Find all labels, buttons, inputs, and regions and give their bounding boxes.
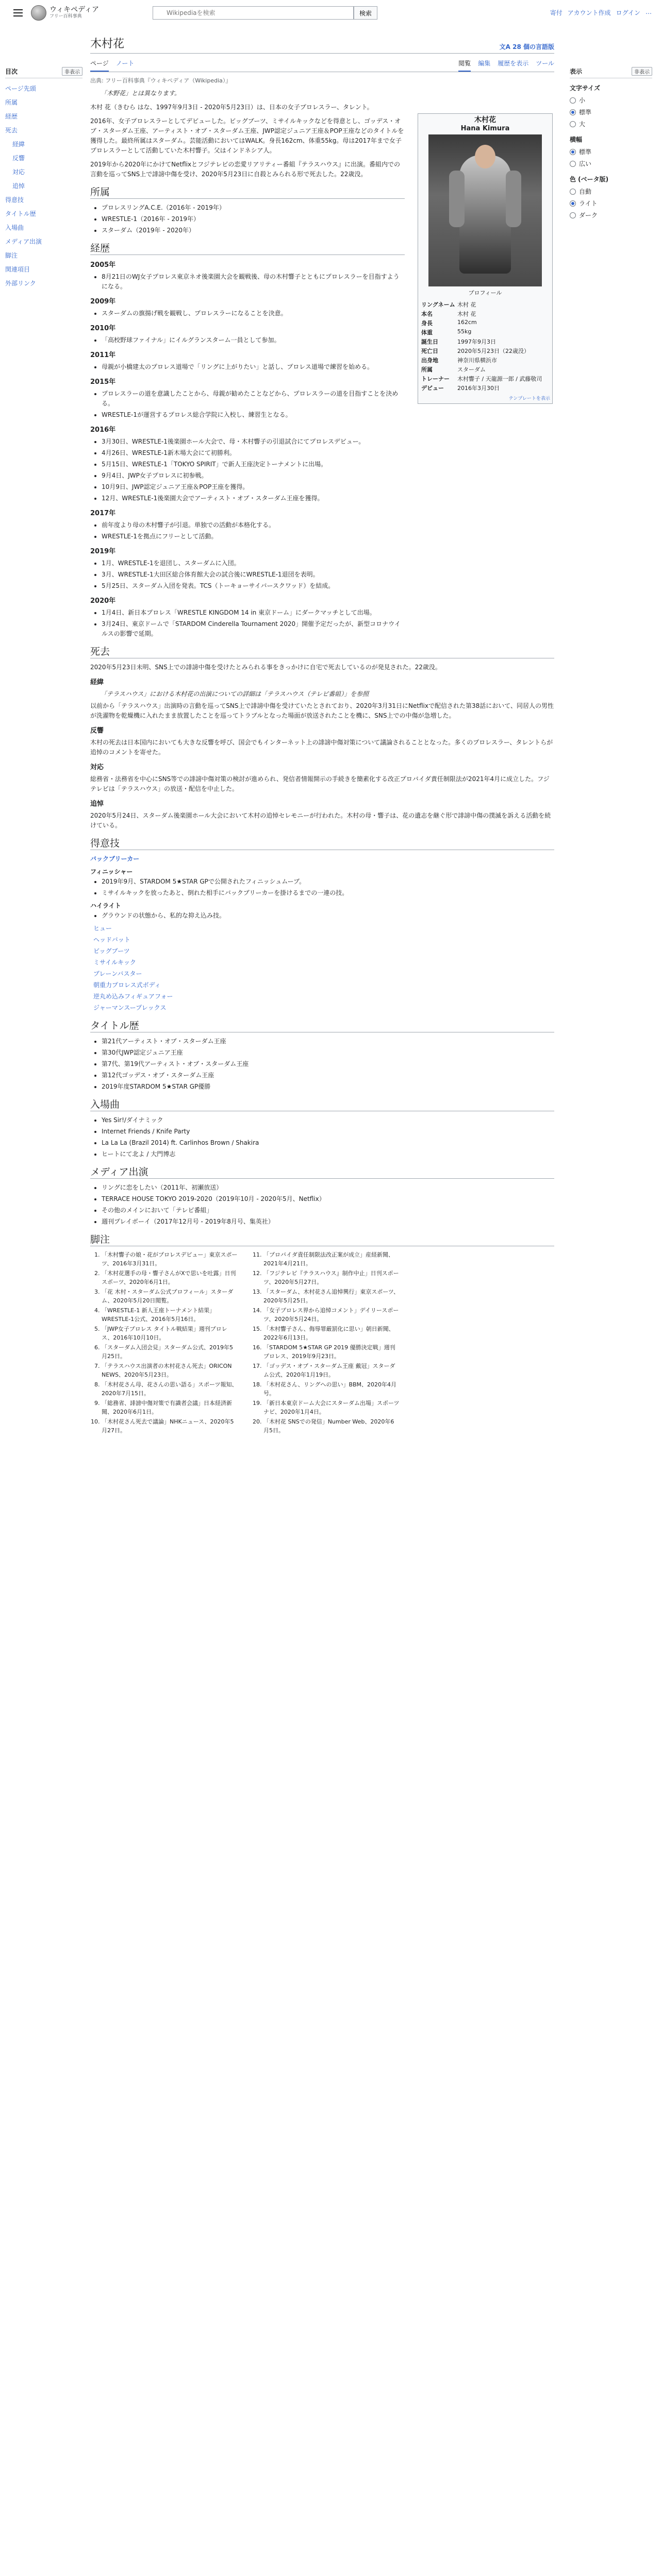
list-item: • 10月9日、JWP認定ジュニア王座＆POP王座を獲得。	[102, 482, 405, 492]
lead-section	[90, 103, 405, 179]
move-item[interactable]: ヘッドバット	[93, 936, 130, 943]
logo-text	[49, 6, 99, 19]
infobox-name-en: Hana Kimura	[460, 125, 510, 132]
list-item: 3. 「花 木村・スターダム公式プロフィール」スターダム、2020年5月20日閲覧。	[102, 1287, 238, 1305]
references	[90, 1250, 554, 1436]
infobox-label: リングネーム	[421, 301, 455, 308]
infobox-value: 1997年9月3日	[457, 338, 496, 345]
subsection-text: 総務省・法務省を中心にSNS等での誹謗中傷対策の検討が進められ、発信者情報開示の手続きを簡素化する改正プロバイダ責任制限法が2021年4月に成立した。フジテレビは「テラスハウス」の放送・配信を中止した。	[90, 775, 550, 792]
list-item: • 第7代、第19代アーティスト・オブ・スターダム王座	[102, 1059, 554, 1069]
radio-icon[interactable]	[570, 97, 576, 104]
list-item: 19. 「新日本東京ドーム大会にスターダム出場」スポーツナビ、2020年1月4日。	[263, 1399, 400, 1416]
career-list	[90, 437, 405, 503]
list-item: 14. 「女子プロレス界から追悼コメント」デイリースポーツ、2020年5月24日。	[263, 1306, 400, 1324]
site-subtitle: フリー百科事典	[49, 13, 82, 19]
list-item: 16. 「STARDOM 5★STAR GP 2019 優勝決定戦」週刊プロレス、2019年9月23日。	[263, 1343, 400, 1361]
career-year: 2009年	[90, 298, 116, 306]
list-item: • その他のメインにおいて「テレビ番組」	[102, 1206, 554, 1215]
lead-paragraph: 木村 花（きむら はな、1997年9月3日 - 2020年5月23日）は、日本の女子プロレスラー、タレント。	[90, 104, 373, 111]
infobox-row	[420, 337, 550, 346]
toc-item[interactable]: 死去	[5, 127, 18, 134]
radio-option[interactable]	[570, 197, 652, 209]
infobox-label: 誕生日	[421, 338, 438, 345]
career-year: 2005年	[90, 261, 116, 269]
infobox-row	[420, 309, 550, 318]
color-options	[570, 185, 652, 221]
infobox-row	[420, 346, 550, 355]
death-subsections	[90, 677, 554, 831]
list-item: • リングに恋をしたい（2011年、初瀬放送）	[102, 1183, 554, 1193]
list-item: 13. 「スターダム、木村花さん追悼興行」東京スポーツ、2020年5月25日。	[263, 1287, 400, 1305]
move-item[interactable]: ミサイルキック	[93, 959, 136, 966]
references-column	[90, 1250, 238, 1436]
infobox-label: 本名	[421, 311, 433, 317]
search-button[interactable]: 検索	[354, 6, 377, 20]
radio-icon[interactable]	[570, 212, 576, 218]
list-item: 18. 「木村花さん、リングへの思い」BBM、2020年4月号。	[263, 1380, 400, 1398]
list-item: • 第30代JWP認定ジュニア王座	[102, 1048, 554, 1058]
list-item: 6. 「スターダム入団会見」スターダム公式、2019年5月25日。	[102, 1343, 238, 1361]
photo-head	[475, 145, 495, 168]
radio-label: 標準	[579, 148, 592, 156]
tab-1[interactable]: ノート	[115, 60, 135, 67]
list-item: • 1月4日、新日本プロレス「WRESTLE KINGDOM 14 in 東京ドーム」にダークマッチとして出場。	[102, 608, 405, 618]
photo-arm	[449, 171, 465, 227]
main-content	[90, 26, 554, 1436]
radio-icon[interactable]	[570, 189, 576, 195]
list-item: • 前年度より母の木村響子が引退。単独での活動が本格化する。	[102, 520, 405, 530]
moves-list	[90, 924, 554, 1013]
infobox-label: トレーナー	[421, 376, 450, 382]
wikipedia-globe-icon	[31, 5, 46, 21]
infobox-value: 神奈川県横浜市	[457, 357, 497, 364]
site-name: ウィキペディア	[49, 6, 100, 14]
user-link[interactable]: ログイン	[616, 9, 640, 16]
titles-list	[90, 1037, 554, 1092]
tab-right-0[interactable]: 閲覧	[458, 56, 471, 72]
radio-label: ライト	[579, 200, 598, 207]
site-header	[0, 0, 662, 26]
list-item: • 3月30日、WRESTLE-1後楽園ホール大会で、母・木村響子の引退試合にてプロレスデビュー。	[102, 437, 405, 447]
radio-option[interactable]	[570, 185, 652, 197]
toc-item[interactable]: 対応	[12, 168, 25, 176]
toc-item[interactable]: メディア出演	[5, 238, 42, 245]
radio-icon[interactable]	[570, 149, 576, 155]
list-item: 12. 「フジテレビ『テラスハウス』制作中止」日刊スポーツ、2020年5月27日。	[263, 1269, 400, 1286]
death-subheading: 対応	[90, 764, 104, 771]
infobox-value: スターダム	[457, 366, 486, 373]
subsection-text: 木村の死去は日本国内においても大きな反響を呼び、国会でもインターネット上の誹謗中傷対策について議論されることとなった。多くのプロレスラー、タレントらが追悼のコメントを寄せた。	[90, 739, 553, 756]
career-year: 2010年	[90, 325, 116, 332]
list-item: • スターダム（2019年 - 2020年）	[102, 226, 405, 235]
notes-section	[90, 1235, 554, 1436]
translate-icon: 文A	[499, 43, 513, 50]
highlight-list	[90, 911, 554, 921]
tabs-left	[90, 56, 134, 72]
list-item: 1. 「木村響子の娘・花がプロレスデビュー」東京スポーツ、2016年3月31日。	[102, 1250, 238, 1268]
table-of-contents	[5, 67, 82, 290]
toc-items	[5, 81, 82, 290]
radio-option[interactable]	[570, 158, 652, 170]
list-item: • 5月15日、WRESTLE-1「TOKYO SPIRIT」で新人王座決定トーナメントに出場。	[102, 460, 405, 469]
photo-figure	[459, 155, 511, 274]
radio-option[interactable]	[570, 94, 652, 106]
toc-header	[5, 67, 82, 78]
list-item: 17. 「ゴッデス・オブ・スターダム王座 戴冠」スターダム公式、2020年1月19日。	[263, 1362, 400, 1379]
career-list	[90, 335, 405, 345]
moves-section	[90, 839, 554, 1013]
toc-item[interactable]: ページ先頭	[5, 85, 36, 92]
radio-label: 広い	[579, 160, 592, 167]
toc-item[interactable]: 追悼	[12, 182, 25, 190]
infobox-value: 2016年3月30日	[457, 385, 500, 392]
media-list	[90, 1183, 554, 1227]
career-list	[90, 520, 405, 541]
radio-icon[interactable]	[570, 161, 576, 167]
appearance-panel	[570, 67, 652, 221]
career-list	[90, 558, 405, 591]
toc-item[interactable]: 反響	[12, 155, 25, 162]
list-item: • La La La (Brazil 2014) ft. Carlinhos Brown / Shakira	[102, 1138, 554, 1148]
finisher-label: フィニッシャー	[90, 868, 133, 875]
infobox-label: 身長	[421, 320, 433, 327]
title-row	[90, 26, 554, 54]
list-item: • 3月、WRESTLE-1大田区総合体育館大会の試合後にWRESTLE-1退団を表明。	[102, 570, 405, 580]
finisher-head[interactable]: バックブリーカー	[90, 855, 140, 862]
infobox-value: 162cm	[457, 319, 477, 326]
list-item: • WRESTLE-1を拠点にフリーとして活動。	[102, 532, 405, 541]
career-list	[90, 362, 405, 372]
move-item[interactable]: 朝重力プロレス式ボディ	[93, 981, 161, 989]
list-item: • 4月26日、WRESTLE-1新木場大会にて初勝利。	[102, 448, 405, 458]
list-item: • 週刊プレイボーイ（2017年12月号 - 2019年8月号、集英社）	[102, 1217, 554, 1227]
death-section	[90, 647, 554, 831]
width-head: 横幅	[570, 136, 583, 143]
move-item[interactable]: ヒュー	[93, 925, 112, 932]
section-heading: メディア出演	[90, 1167, 554, 1179]
themes-section	[90, 1100, 554, 1159]
highlight-head: ハイライト	[90, 902, 121, 909]
list-item: • Internet Friends / Knife Party	[102, 1127, 554, 1137]
list-item: 9. 「総務省、誹謗中傷対策で有識者会議」日本経済新聞、2020年6月1日。	[102, 1399, 238, 1416]
section-heading: 脚注	[90, 1235, 554, 1246]
infobox-row	[420, 383, 550, 393]
text-size-options	[570, 94, 652, 130]
career-year: 2020年	[90, 597, 116, 605]
career-list	[90, 608, 405, 639]
move-item[interactable]: 逆丸め込みフィギュアフォー	[93, 993, 173, 1000]
list-item: • WRESTLE-1が運営するプロレス総合学院に入校し、練習生となる。	[102, 410, 405, 420]
radio-label: 大	[579, 121, 586, 128]
toc-title: 目次	[5, 68, 18, 75]
list-item: • 8月21日のWJ女子プロレス東京ネオ後楽園大会を観戦後、母の木村響子とともにプロレスラーを目指すようになる。	[102, 272, 405, 292]
radio-option[interactable]	[570, 146, 652, 158]
search-input[interactable]	[153, 6, 354, 20]
list-item: 4. 「WRESTLE-1 新人王座トーナメント結果」WRESTLE-1公式、2016年5月16日。	[102, 1306, 238, 1324]
section-heading: 入場曲	[90, 1100, 554, 1111]
infobox-label: 体重	[421, 329, 433, 336]
infobox-table	[420, 300, 550, 393]
section-heading: 所属	[90, 188, 405, 199]
affiliation-section	[90, 188, 405, 235]
list-item: • プロレスラーの道を意識したことから、母親が勧めたことなどから、プロレスラーの道を目指すことを決める。	[102, 389, 405, 409]
infobox-label: 死亡日	[421, 348, 438, 354]
themes-list	[90, 1115, 554, 1159]
infobox-value: 木村 花	[457, 311, 476, 317]
infobox	[418, 113, 553, 404]
infobox-row	[420, 355, 550, 365]
radio-label: 自動	[579, 188, 592, 195]
career-list	[90, 389, 405, 420]
user-link[interactable]: アカウント作成	[567, 9, 611, 16]
subsection-text: 以前から「テラスハウス」出演時の言動を巡ってSNS上で誹謗中傷を受けていたとされており、2020年3月31日にNetflixで配信された第38話において、同居人の男性が洗濯物を乾燥機に入れたまま放置したことを巡ってトラブルとなった場面が放送されたことを機に、SNS上での中傷が急増した。	[90, 702, 554, 719]
infobox-caption: プロフィール	[468, 290, 502, 296]
width-options	[570, 146, 652, 170]
text-size-head: 文字サイズ	[570, 84, 601, 92]
list-item: • プロレスリングA.C.E.（2016年 - 2019年）	[102, 203, 405, 213]
template-link[interactable]: テンプレートを表示	[508, 396, 550, 401]
language-button[interactable]	[500, 42, 554, 51]
radio-label: ダーク	[579, 212, 598, 219]
infobox-name: 木村花	[474, 116, 496, 124]
career-years	[90, 260, 405, 639]
infobox-row	[420, 318, 550, 328]
career-year: 2015年	[90, 378, 116, 386]
tabs-right	[458, 56, 554, 72]
list-item: • グラウンドの状態から、私的な抑え込み技。	[102, 911, 554, 921]
page-title: 木村花	[90, 38, 125, 50]
appearance-header	[570, 67, 652, 78]
media-section	[90, 1167, 554, 1227]
list-item: • 第21代アーティスト・オブ・スターダム王座	[102, 1037, 554, 1046]
list-item: 8. 「木村花さん母、花さんの思い語る」スポーツ報知、2020年7月15日。	[102, 1380, 238, 1398]
list-item: • ミサイルキックを放ったあと、倒れた相手にバックブリーカーを掛けるまでの一連の技。	[102, 888, 554, 898]
section-heading: 死去	[90, 647, 554, 658]
infobox-value: 木村響子 / 天龍源一郎 / 武藤敬司	[457, 376, 542, 382]
radio-option[interactable]	[570, 118, 652, 130]
photo-arm	[506, 171, 521, 227]
lead-paragraph: 2019年から2020年にかけてNetflixとフジテレビの恋愛リアリティー番組『テラスハウス』に出演。番組内での言動を巡ってSNS上で誹謗中傷を受け、2020年5月23日に自殺とみられる形で死去した。22歳没。	[90, 161, 401, 178]
finisher-list	[90, 877, 554, 898]
lead-paragraph: 2016年、女子プロレスラーとしてデビューした。ビッグブーツ、ミサイルキックなどを得意とし、ゴッデス・オブ・スターダム王座、アーティスト・オブ・スターダム王座、JWP認定ジュニア王座＆POP王座などのタイトルを獲得した。最終所属はスターダム。芸能活動においてはWALK。身長162cm、体重55kg。母は2017年まで女子プロレスラーとして活動していた木村響子。父はインドネシア人。	[90, 117, 404, 154]
list-item: • TERRACE HOUSE TOKYO 2019-2020（2019年10月 - 2020年5月、Netflix）	[102, 1194, 554, 1204]
toc-item[interactable]: 経緯	[12, 141, 25, 148]
radio-option[interactable]	[570, 106, 652, 118]
list-item: • WRESTLE-1（2016年 - 2019年）	[102, 214, 405, 224]
toc-hide-button[interactable]: 非表示	[62, 67, 82, 76]
move-item[interactable]: ブレーンバスター	[93, 970, 142, 977]
radio-icon[interactable]	[570, 200, 576, 207]
death-intro: 2020年5月23日未明、SNS上での誹謗中傷を受けたとみられる事をきっかけに自宅で死去しているのが発見された。22歳没。	[90, 664, 441, 671]
radio-icon[interactable]	[570, 121, 576, 127]
infobox-photo[interactable]	[428, 134, 542, 286]
appearance-title: 表示	[570, 68, 583, 75]
tagline: 出典: フリー百科事典『ウィキペディア（Wikipedia）』	[90, 77, 231, 84]
toc-item[interactable]: 経歴	[5, 113, 18, 120]
color-head: 色 (ベータ版)	[570, 176, 609, 183]
death-subheading: 追悼	[90, 800, 104, 808]
infobox-row	[420, 374, 550, 383]
references-column	[252, 1250, 400, 1436]
section-heading: 得意技	[90, 839, 554, 850]
death-subheading: 経緯	[90, 679, 104, 686]
infobox-label: 所属	[421, 366, 433, 373]
user-links	[550, 8, 652, 17]
subsection-note: 「テラスハウス」における木村花の出演についての詳細は「テラスハウス（テレビ番組）」を参照	[101, 690, 369, 698]
tab-right-1[interactable]: 編集	[478, 60, 491, 67]
infobox-label: 出身地	[421, 357, 438, 364]
career-year: 2017年	[90, 510, 116, 517]
move-item[interactable]: ジャーマンスープレックス	[93, 1004, 167, 1011]
toc-item[interactable]: 入場曲	[5, 224, 24, 231]
list-item: 2. 「木村花選手の母・響子さんがXで思いを吐露」日刊スポーツ、2020年6月1日。	[102, 1269, 238, 1286]
toc-item[interactable]: タイトル歴	[5, 210, 36, 217]
toc-item[interactable]: 関連項目	[5, 266, 30, 273]
search-form	[153, 6, 377, 20]
list-item: • スターダムの旗揚げ戦を観戦し、プロレスラーになることを決意。	[102, 309, 405, 318]
list-item: 5. 「JWP女子プロレス タイトル戦結果」週刊プロレス、2016年10月10日。	[102, 1325, 238, 1342]
menu-icon[interactable]	[10, 5, 26, 21]
career-list	[90, 272, 405, 292]
list-item: • 第12代ゴッデス・オブ・スターダム王座	[102, 1071, 554, 1080]
tab-right-2[interactable]: 履歴を表示	[498, 60, 529, 67]
section-heading: タイトル歴	[90, 1021, 554, 1032]
list-item: • 「高校野球ファイナル」にイルグランスターム一員として参加。	[102, 335, 405, 345]
list-item: 10. 「木村花さん死去で議論」NHKニュース、2020年5月27日。	[102, 1417, 238, 1435]
list-item: • 2019年9月、STARDOM 5★STAR GPで公開されたフィニッシュムーブ。	[102, 877, 554, 887]
tab-right-3[interactable]: ツール	[536, 60, 554, 67]
hatnote: 「木野花」とは異なります。	[101, 90, 181, 97]
toc-item[interactable]: 得意技	[5, 196, 24, 204]
toc-item[interactable]: 外部リンク	[5, 280, 36, 287]
radio-label: 小	[579, 97, 586, 104]
user-link[interactable]: 寄付	[550, 9, 562, 16]
move-item[interactable]: ビッグブーツ	[93, 947, 130, 955]
subsection-text: 2020年5月24日、スターダム後楽園ホール大会において木村の追悼セレモニーが行われた。木村の母・響子は、花の遺志を継ぐ形で誹謗中傷の撲滅を訴える活動を続けている。	[90, 812, 551, 829]
infobox-label: デビュー	[421, 385, 444, 392]
titles-section	[90, 1021, 554, 1092]
section-heading: 経歴	[90, 244, 405, 255]
tab-0[interactable]: ページ	[90, 56, 109, 72]
list-item: • 9月4日、JWP女子プロレスに初参戦。	[102, 471, 405, 481]
infobox-row	[420, 328, 550, 337]
list-item: • 5月25日、スターダム入団を発表。TCS（トーキョーサイバースクワッド）を結成。	[102, 581, 405, 591]
list-item: • 2019年度STARDOM 5★STAR GP優勝	[102, 1082, 554, 1092]
radio-label: 標準	[579, 109, 592, 116]
toc-item[interactable]: 所属	[5, 99, 18, 106]
infobox-row	[420, 300, 550, 309]
list-item: 7. 「テラスハウス出演者の木村花さん死去」ORICON NEWS、2020年5月23日。	[102, 1362, 238, 1379]
career-year: 2019年	[90, 548, 116, 555]
infobox-value: 木村 花	[457, 301, 476, 308]
language-count: 28 個の言語版	[512, 43, 554, 50]
list-item: • 3月24日、東京ドームで「STARDOM Cinderella Tournament 2020」開催予定だったが、新型コロナウイルスの影響で延期。	[102, 619, 405, 639]
death-subheading: 反響	[90, 727, 104, 735]
site-logo[interactable]	[31, 5, 103, 21]
list-item: 15. 「木村響子さん、侮辱罪厳罰化に思い」朝日新聞、2022年6月13日。	[263, 1325, 400, 1342]
list-item: • 12月、WRESTLE-1後楽園大会でアーティスト・オブ・スターダム王座を獲得。	[102, 494, 405, 503]
infobox-row	[420, 365, 550, 374]
list-item: 20. 「木村花 SNSでの発信」Number Web、2020年6月5日。	[263, 1417, 400, 1435]
career-year: 2016年	[90, 426, 116, 434]
list-item: • ヒートにて北よ / 大門博志	[102, 1149, 554, 1159]
radio-icon[interactable]	[570, 109, 576, 115]
appearance-hide-button[interactable]: 非表示	[632, 67, 652, 76]
infobox-value: 2020年5月23日（22歳没）	[457, 348, 529, 354]
infobox-value: 55kg	[457, 328, 472, 335]
toc-item[interactable]: 脚注	[5, 252, 18, 259]
affiliation-list	[90, 203, 405, 235]
career-section	[90, 244, 405, 639]
list-item: • 母親が小橋建太のプロレス道場で「リングに上がりたい」と話し、プロレス道場で練習を始める。	[102, 362, 405, 372]
list-item: • 1月、WRESTLE-1を退団し、スターダムに入団。	[102, 558, 405, 568]
radio-option[interactable]	[570, 209, 652, 221]
list-item: • Yes Sir!/ダイナミック	[102, 1115, 554, 1125]
career-year: 2011年	[90, 351, 116, 359]
list-item: 11. 「プロバイダ責任制限法改正案が成立」産経新聞、2021年4月21日。	[263, 1250, 400, 1268]
career-list	[90, 309, 405, 318]
page-tabs	[90, 56, 554, 72]
user-link[interactable]: …	[646, 8, 652, 15]
search-wrap	[153, 6, 354, 20]
